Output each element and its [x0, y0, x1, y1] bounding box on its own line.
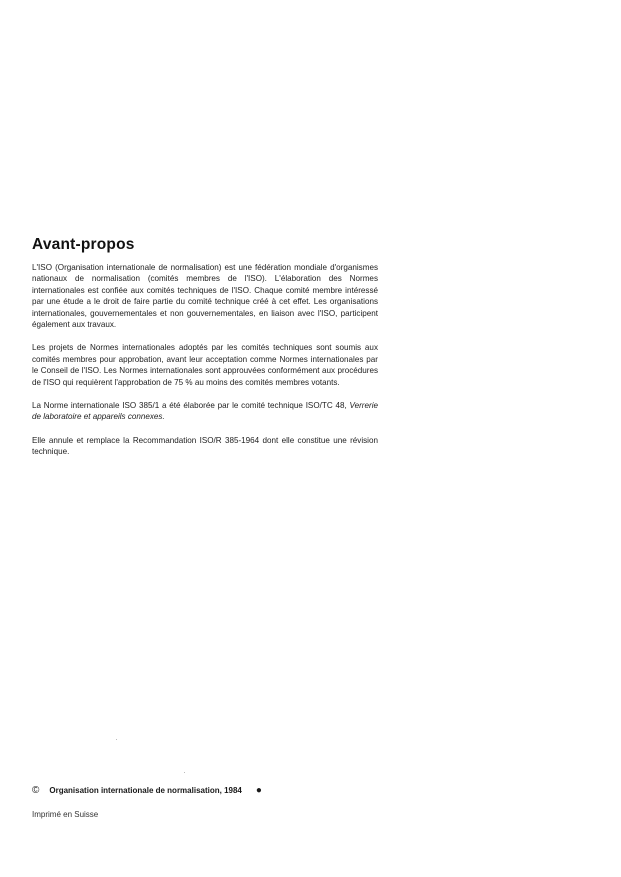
foreword-section	[32, 236, 378, 470]
print-speck	[116, 739, 117, 740]
committee-title: Verrerie de laboratoire et appareils connexes.	[32, 401, 379, 422]
committee-text: La Norme internationale ISO 385/1 a été élaborée par le comité technique ISO/TC 48,	[32, 401, 347, 411]
paragraph-replacement: Elle annule et remplace la Recommandation ISO/R 385-1964 dont elle constitue une révision technique.	[32, 435, 378, 457]
foreword-heading: Avant-propos	[32, 236, 135, 253]
paragraph-approval: Les projets de Normes internationales adoptés par les comités techniques sont soumis aux comités membres pour approbation, avant leur acceptation comme Normes internationales par le Conseil de l'ISO. Les Normes internationales sont approuvées conformément aux procédures de l'ISO qui requièrent l'approbation de 75 % au moins des comités membres votants.	[32, 343, 378, 387]
copyright-footer	[32, 785, 432, 796]
printed-in: Imprimé en Suisse	[32, 810, 99, 819]
bullet-icon: ●	[255, 785, 262, 796]
paragraph-iso-intro: L'ISO (Organisation internationale de normalisation) est une fédération mondiale d'organismes nationaux de normalisation (comités membres de l'ISO). L'élaboration des Normes internationales est confiée aux comités techniques de l'ISO. Chaque comité membre intéressé par une étude a le droit de faire partie du comité technique créé à cet effet. Les organisations internationales, gouvernementales et non gouvernementales, en liaison avec l'ISO, participent également aux travaux.	[32, 263, 378, 330]
copyright-organisation: Organisation internationale de normalisation, 1984	[49, 786, 242, 795]
copyright-line	[32, 785, 432, 796]
paragraph-committee	[32, 400, 378, 423]
print-speck	[184, 772, 185, 773]
copyright-icon: ©	[32, 785, 40, 796]
